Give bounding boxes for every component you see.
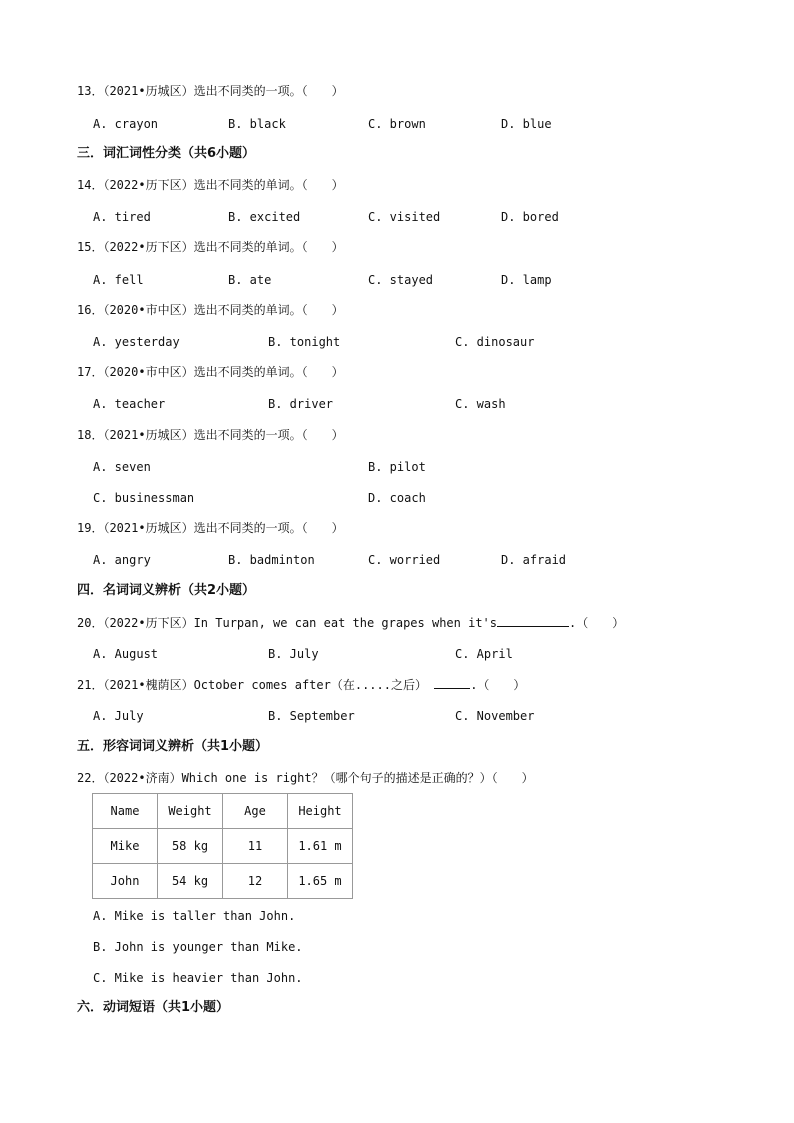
q13-option-d: D. blue: [501, 117, 552, 131]
q21-option-c: C. November: [455, 709, 535, 723]
q20-option-c: C. April: [455, 647, 513, 661]
table-cell: 1.65 m: [288, 864, 353, 899]
q14-option-b: B. excited: [228, 210, 301, 224]
q13-option-b: B. black: [228, 117, 286, 131]
q20-option-b: B. July: [268, 647, 319, 661]
q20-stem-text: 20．（2022•历下区）In Turpan, we can eat the grapes when it's: [77, 616, 498, 630]
question-15-stem: 15．（2022•历下区）选出不同类的单词。（ ）: [77, 240, 344, 254]
q20-option-a: A. August: [93, 647, 159, 661]
q13-option-c: C. brown: [368, 117, 426, 131]
table-cell: Mike: [93, 829, 158, 864]
section-6-heading: 六．动词短语（共1小题）: [77, 1000, 230, 1015]
table-cell: 12: [223, 864, 288, 899]
table-cell: 54 kg: [158, 864, 223, 899]
q15-option-b: B. ate: [228, 273, 272, 287]
table-row: [93, 864, 353, 899]
q18-option-c: C. businessman: [93, 491, 195, 505]
q17-option-b: B. driver: [268, 397, 334, 411]
question-13-stem: 13．（2021•历城区）选出不同类的一项。（ ）: [77, 84, 344, 98]
question-21-stem: [77, 677, 525, 693]
q22-data-table: [92, 793, 353, 899]
q19-option-c: C. worried: [368, 553, 441, 567]
table-row: [93, 829, 353, 864]
q21-option-b: B. September: [268, 709, 355, 723]
q20-stem-end: .（ ）: [569, 616, 625, 630]
question-16-stem: 16．（2020•市中区）选出不同类的单词。（ ）: [77, 303, 344, 317]
q13-option-a: A. crayon: [93, 117, 159, 131]
q16-option-c: C. dinosaur: [455, 335, 535, 349]
q18-option-a: A. seven: [93, 460, 151, 474]
q18-option-d: D. coach: [368, 491, 426, 505]
question-20-stem: [77, 615, 624, 631]
table-cell: 11: [223, 829, 288, 864]
q16-option-a: A. yesterday: [93, 335, 180, 349]
question-14-stem: 14．（2022•历下区）选出不同类的单词。（ ）: [77, 178, 344, 192]
q15-option-c: C. stayed: [368, 273, 434, 287]
table-cell: 58 kg: [158, 829, 223, 864]
section-5-heading: 五．形容词词义辨析（共1小题）: [77, 739, 269, 754]
q19-option-d: D. afraid: [501, 553, 567, 567]
q22-option-b: B. John is younger than Mike.: [93, 940, 303, 954]
q19-option-b: B. badminton: [228, 553, 315, 567]
q17-option-a: A. teacher: [93, 397, 166, 411]
q14-option-a: A. tired: [93, 210, 151, 224]
q21-stem-text: 21．（2021•槐荫区）October comes after（在.....之后）: [77, 678, 427, 692]
question-18-stem: 18．（2021•历城区）选出不同类的一项。（ ）: [77, 428, 344, 442]
table-cell: 1.61 m: [288, 829, 353, 864]
q14-option-c: C. visited: [368, 210, 441, 224]
question-17-stem: 17．（2020•市中区）选出不同类的单词。（ ）: [77, 365, 344, 379]
q21-option-a: A. July: [93, 709, 144, 723]
table-header-cell: Name: [93, 794, 158, 829]
q20-answer-blank[interactable]: [497, 615, 569, 627]
section-4-heading: 四．名词词义辨析（共2小题）: [77, 583, 256, 598]
q16-option-b: B. tonight: [268, 335, 341, 349]
q22-option-a: A. Mike is taller than John.: [93, 909, 296, 923]
q15-option-a: A. fell: [93, 273, 144, 287]
q18-option-b: B. pilot: [368, 460, 426, 474]
q17-option-c: C. wash: [455, 397, 506, 411]
section-3-heading: 三．词汇词性分类（共6小题）: [77, 146, 256, 161]
q22-option-c: C. Mike is heavier than John.: [93, 971, 303, 985]
q15-option-d: D. lamp: [501, 273, 552, 287]
q21-answer-blank[interactable]: [434, 677, 470, 689]
question-19-stem: 19．（2021•历城区）选出不同类的一项。（ ）: [77, 521, 344, 535]
q19-option-a: A. angry: [93, 553, 151, 567]
table-header-cell: Height: [288, 794, 353, 829]
question-22-stem: 22．（2022•济南）Which one is right？（哪个句子的描述是正确的？）（ ）: [77, 771, 534, 785]
table-header-cell: Age: [223, 794, 288, 829]
q21-stem-end: .（ ）: [470, 678, 526, 692]
q14-option-d: D. bored: [501, 210, 559, 224]
table-header-cell: Weight: [158, 794, 223, 829]
table-header-row: [93, 794, 353, 829]
table-cell: John: [93, 864, 158, 899]
